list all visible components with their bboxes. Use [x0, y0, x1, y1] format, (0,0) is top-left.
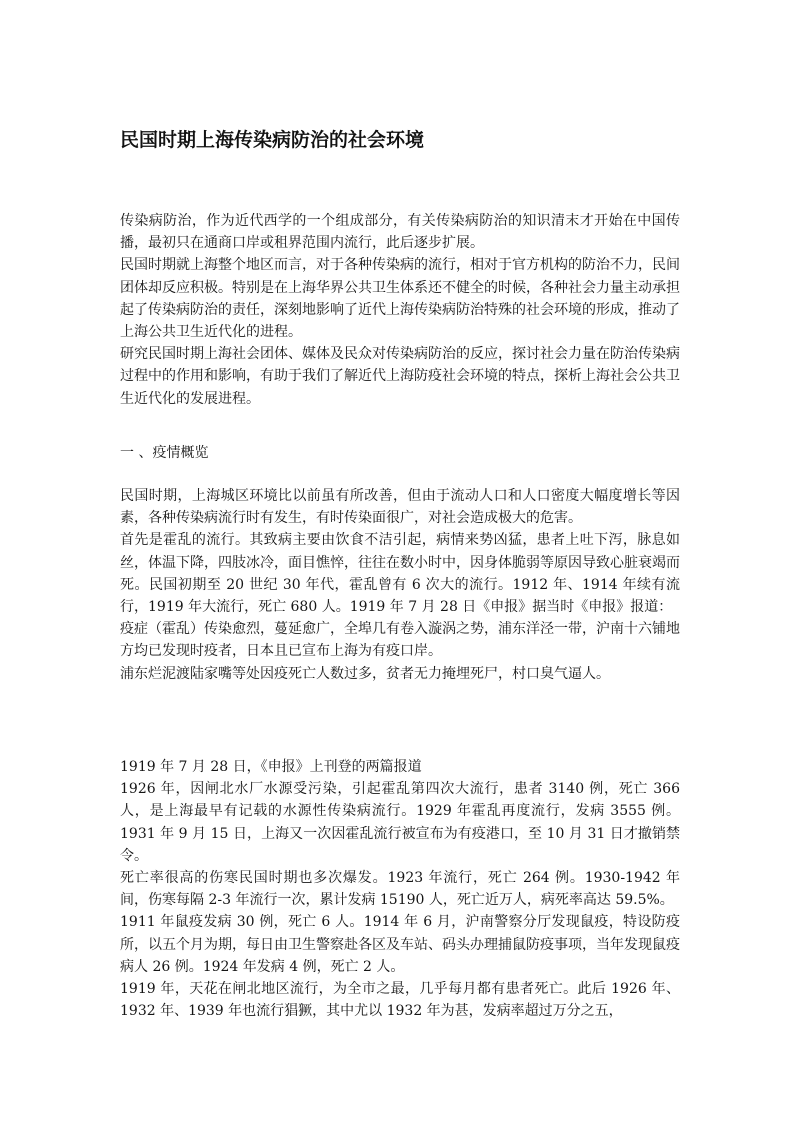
body-paragraph: 1919 年，天花在闸北地区流行，为全市之最，几乎每月都有患者死亡。此后 1926 年、1932 年、1939 年也流行猖獗，其中尤以 1932 年为甚，发病率超过万分之五， [120, 981, 680, 1020]
body-paragraph: 民国时期，上海城区环境比以前虽有所改善，但由于流动人口和人口密度大幅度增长等因素，各种传染病流行时有发生，有时传染面很广，对社会造成极大的危害。 [120, 488, 680, 527]
quote-paragraph: 浦东烂泥渡陆家嘴等处因疫死亡人数过多，贫者无力掩埋死尸，村口臭气逼人。 [120, 665, 610, 682]
document-title: 民国时期上海传染病防治的社会环境 [120, 129, 425, 151]
body-paragraph: 死亡率很高的伤寒民国时期也多次爆发。1923 年流行，死亡 264 例。1930-1942 年间，伤寒每隔 2-3 年流行一次，累计发病 15190 人，死亡近万人，病死率高达 59.5%。 [120, 870, 680, 909]
intro-paragraph: 传染病防治，作为近代西学的一个组成部分，有关传染病防治的知识清末才开始在中国传播，最初只在通商口岸或租界范围内流行，此后逐步扩展。 [120, 213, 680, 252]
epidemic-history-section [120, 756, 680, 1022]
body-paragraph: 首先是霍乱的流行。其致病主要由饮食不洁引起，病情来势凶猛，患者上吐下泻，脉息如丝，体温下降，四肢冰冷，面目憔悴，往往在数小时中，因身体脆弱等原因导致心脏衰竭而死。民国初期至 20 世纪 30 年代，霍乱曾有 6 次大的流行。1912 年、1914 年续有流行，1919 年大流行，死亡 680 人。1919 年 7 月 28 日《申报》据当时《申报》报道： [120, 532, 680, 616]
epidemic-overview-section [120, 485, 680, 685]
body-paragraph: 1911 年鼠疫发病 30 例，死亡 6 人。1914 年 6 月，沪南警察分厅发现鼠疫，特设防疫所，以五个月为期，每日由卫生警察赴各区及车站、码头办理捕鼠防疫事项，当年发现鼠疫病人 26 例。1924 年发病 4 例，死亡 2 人。 [120, 914, 680, 975]
body-paragraph: 1926 年，因闸北水厂水源受污染，引起霍乱第四次大流行，患者 3140 例，死亡 366 人，是上海最早有记载的水源性传染病流行。1929 年霍乱再度流行，发病 3555 例。1931 年 9 月 15 日，上海又一次因霍乱流行被宣布为有疫港口，至 10 月 31 日才撤销禁令。 [120, 781, 680, 864]
intro-paragraph: 民国时期就上海整个地区而言，对于各种传染病的流行，相对于官方机构的防治不力，民间团体却反应积极。特别是在上海华界公共卫生体系还不健全的时候，各种社会力量主动承担起了传染病防治的责任，深刻地影响了近代上海传染病防治特殊的社会环境的形成，推动了上海公共卫生近代化的进程。 [120, 257, 680, 341]
quote-paragraph: 疫症（霍乱）传染愈烈，蔓延愈广，全埠几有卷入漩涡之势，浦东洋泾一带，沪南十六铺地方均已发现时疫者，日本且已宣布上海为有疫口岸。 [120, 621, 680, 660]
intro-paragraph: 研究民国时期上海社会团体、媒体及民众对传染病防治的反应，探讨社会力量在防治传染病过程中的作用和影响，有助于我们了解近代上海防疫社会环境的特点，探析上海社会公共卫生近代化的发展进程。 [120, 346, 680, 407]
section-heading-epidemic-overview: 一 、疫情概览 [120, 445, 209, 461]
caption-paragraph: 1919 年 7 月 28 日，《申报》上刊登的两篇报道 [120, 759, 422, 775]
intro-section [120, 210, 680, 410]
